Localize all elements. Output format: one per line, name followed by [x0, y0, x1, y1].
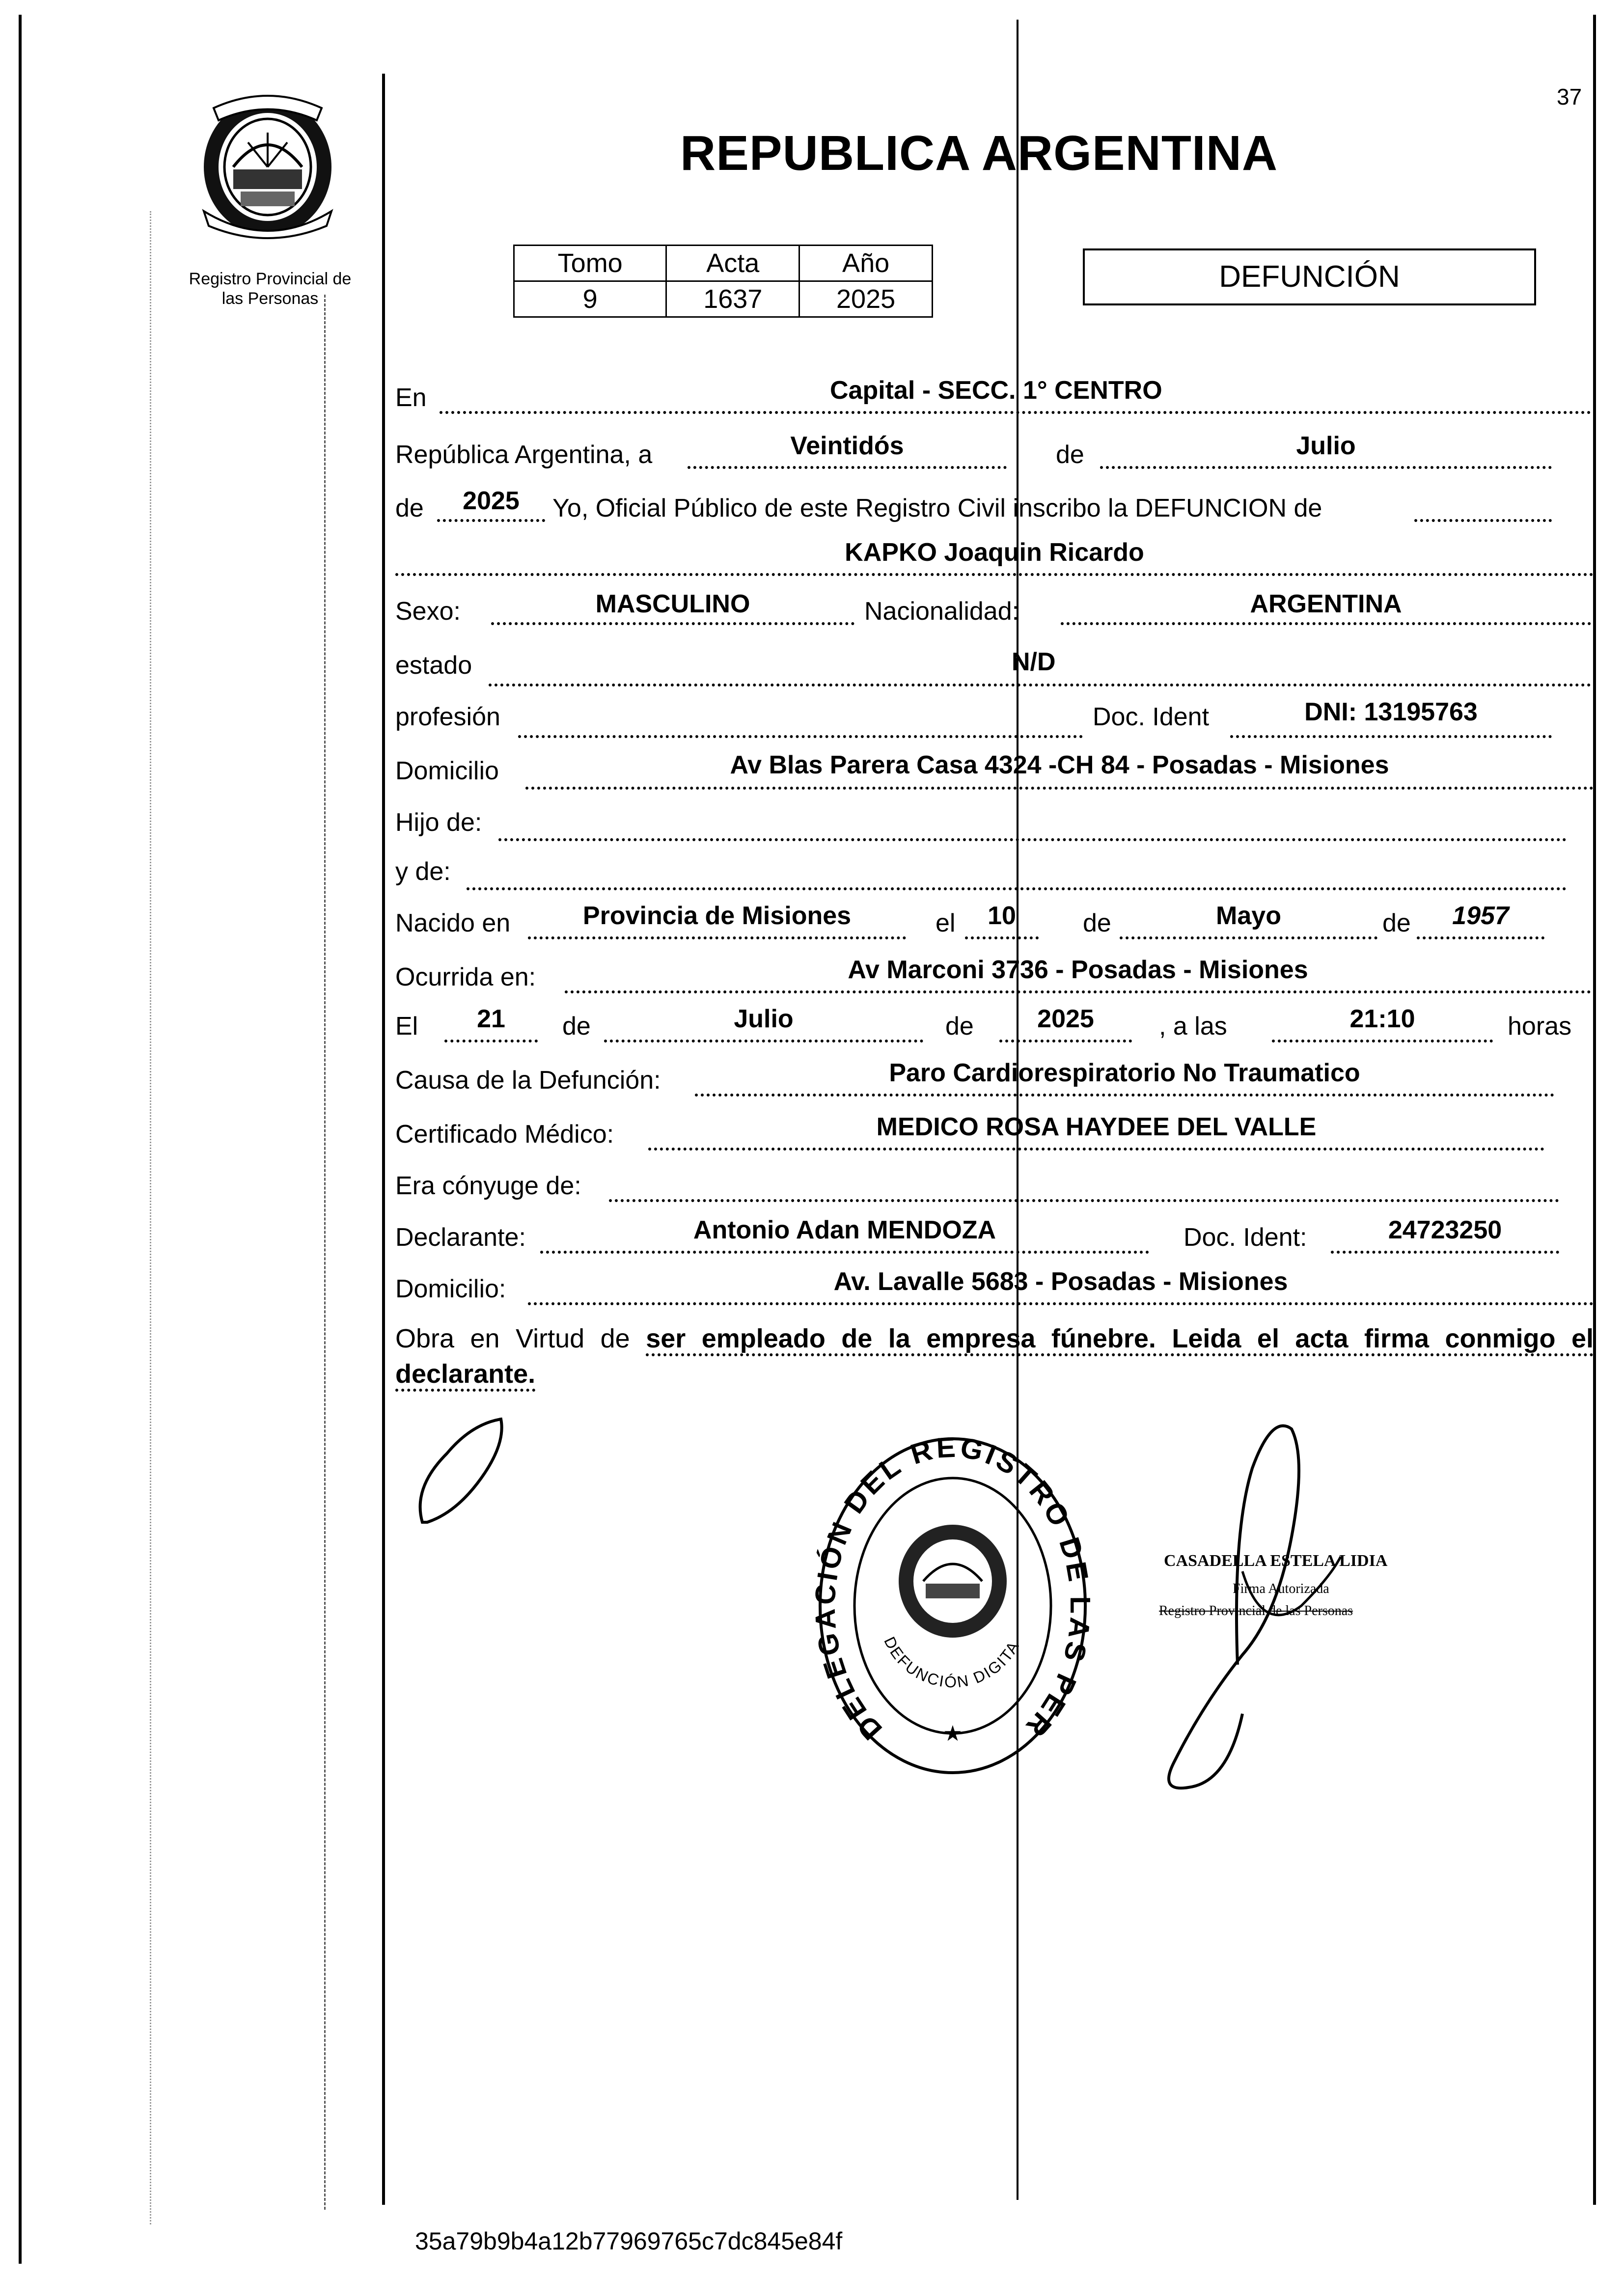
obra-label: Obra en Virtud de — [395, 1324, 630, 1353]
sexo-label: Sexo: — [395, 597, 461, 626]
de2-label: de — [395, 494, 424, 522]
decl-domicilio-value: Av. Lavalle 5683 - Posadas - Misiones — [833, 1267, 1288, 1296]
yo-text: Yo, Oficial Público de este Registro Civil inscribo la DEFUNCION de — [552, 494, 1322, 522]
official-stamp — [815, 1434, 1090, 1778]
yo-trailing-field — [1414, 489, 1552, 522]
nac-de-label: de — [1083, 909, 1111, 937]
alas-label: , a las — [1159, 1012, 1227, 1041]
declarante-label: Declarante: — [395, 1223, 526, 1252]
def-anio-value: 2025 — [1037, 1005, 1094, 1033]
profesion-field — [518, 705, 1083, 738]
def-de-label: de — [562, 1012, 591, 1041]
registry-label-line2: las Personas — [221, 289, 319, 308]
document-hash: 35a79b9b4a12b77969765c7dc845e84f — [415, 2227, 843, 2255]
estado-value: N/D — [1012, 648, 1056, 676]
right-border-line — [1593, 15, 1596, 2205]
registry-label-line1: Registro Provincial de — [189, 270, 352, 288]
handwritten-signature-left — [408, 1414, 516, 1532]
declarante-value: Antonio Adan MENDOZA — [693, 1216, 996, 1244]
hijo-field — [498, 808, 1567, 841]
ocurrida-value: Av Marconi 3736 - Posadas - Misiones — [848, 956, 1308, 984]
ocurrida-label: Ocurrida en: — [395, 963, 536, 991]
de-label: de — [1056, 440, 1084, 469]
nac-de2-label: de — [1382, 909, 1411, 937]
en-value: Capital - SECC. 1° CENTRO — [830, 376, 1162, 405]
causa-value: Paro Cardiorespiratorio No Traumatico — [889, 1059, 1360, 1087]
domicilio-value: Av Blas Parera Casa 4324 -CH 84 - Posadas - Misiones — [730, 751, 1389, 779]
republica-label: República Argentina, a — [395, 440, 653, 469]
horas-label: horas — [1508, 1012, 1572, 1041]
yde-label: y de: — [395, 857, 451, 886]
anio-value: 2025 — [463, 487, 520, 515]
dia-value: Veintidós — [790, 432, 904, 460]
conyuge-label: Era cónyuge de: — [395, 1172, 581, 1200]
doc-ident-value: DNI: 13195763 — [1304, 698, 1478, 726]
mes-value: Julio — [1296, 432, 1356, 460]
decl-doc-label: Doc. Ident: — [1184, 1223, 1307, 1252]
acta-header-anio: Año — [799, 246, 933, 281]
page-number: 37 — [1557, 84, 1582, 110]
certificado-value: MEDICO ROSA HAYDEE DEL VALLE — [876, 1113, 1317, 1141]
nacionalidad-value: ARGENTINA — [1250, 590, 1402, 618]
nac-dia-value: 10 — [988, 902, 1016, 930]
form-left-line — [382, 74, 385, 2205]
acta-value-acta: 1637 — [666, 281, 799, 317]
def-de2-label: de — [945, 1012, 974, 1041]
acta-value-tomo: 9 — [514, 281, 666, 317]
doc-ident-label: Doc. Ident — [1093, 703, 1210, 731]
decl-domicilio-label: Domicilio: — [395, 1275, 506, 1303]
signer-name: CASADELLA ESTELA LIDIA — [1164, 1552, 1388, 1570]
estado-label: estado — [395, 651, 472, 680]
stamp-ring-text: DELE ÓN DEL REGISTRO D S PER — [815, 1434, 1090, 1746]
yde-field — [467, 857, 1567, 890]
el-label: el — [936, 909, 956, 937]
nac-anio-value: 1957 — [1452, 902, 1509, 930]
margin-dash-line-outer — [150, 211, 151, 2224]
nombre-value: KAPKO Joaquin Ricardo — [845, 538, 1144, 567]
stamp-inner-text: DEFUNCIÓN DIGITA — [881, 1634, 1023, 1691]
en-label: En — [395, 384, 427, 412]
acta-header-acta: Acta — [666, 246, 799, 281]
acta-value-anio: 2025 — [799, 281, 933, 317]
obra-paragraph — [395, 1321, 1594, 1392]
registry-label — [167, 269, 373, 308]
acta-table — [513, 245, 933, 318]
domicilio-label: Domicilio — [395, 757, 499, 785]
certificado-label: Certificado Médico: — [395, 1120, 614, 1149]
causa-label: Causa de la Defunción: — [395, 1066, 661, 1095]
nac-mes-value: Mayo — [1216, 902, 1281, 930]
left-border-line — [19, 15, 22, 2264]
acta-header-tomo: Tomo — [514, 246, 666, 281]
stamp-star-icon: ★ — [943, 1722, 963, 1746]
nacido-label: Nacido en — [395, 909, 511, 937]
sexo-value: MASCULINO — [595, 590, 750, 618]
document-type-box: DEFUNCIÓN — [1083, 248, 1536, 305]
province-seal — [194, 88, 341, 241]
profesion-label: profesión — [395, 703, 500, 731]
margin-dash-line — [324, 295, 326, 2210]
hora-value: 21:10 — [1349, 1005, 1415, 1033]
def-mes-value: Julio — [734, 1005, 794, 1033]
signer-office: Registro Provincial de las Personas — [1159, 1603, 1353, 1618]
nacionalidad-label: Nacionalidad: — [864, 597, 1019, 626]
el2-label: El — [395, 1012, 418, 1041]
obra-value: ser empleado de la empresa fúnebre. Leida el acta firma conmigo el declarante. — [395, 1324, 1594, 1392]
hijo-label: Hijo de: — [395, 808, 482, 837]
handwritten-signature-right — [1144, 1409, 1390, 1792]
def-dia-value: 21 — [477, 1005, 505, 1033]
fold-line — [1017, 20, 1018, 2200]
decl-doc-value: 24723250 — [1388, 1216, 1502, 1244]
signer-role: Firma Autorizada — [1233, 1581, 1329, 1596]
page-title: REPUBLICA ARGENTINA — [680, 126, 1278, 181]
nacido-value: Provincia de Misiones — [582, 902, 852, 930]
conyuge-field — [609, 1169, 1559, 1202]
